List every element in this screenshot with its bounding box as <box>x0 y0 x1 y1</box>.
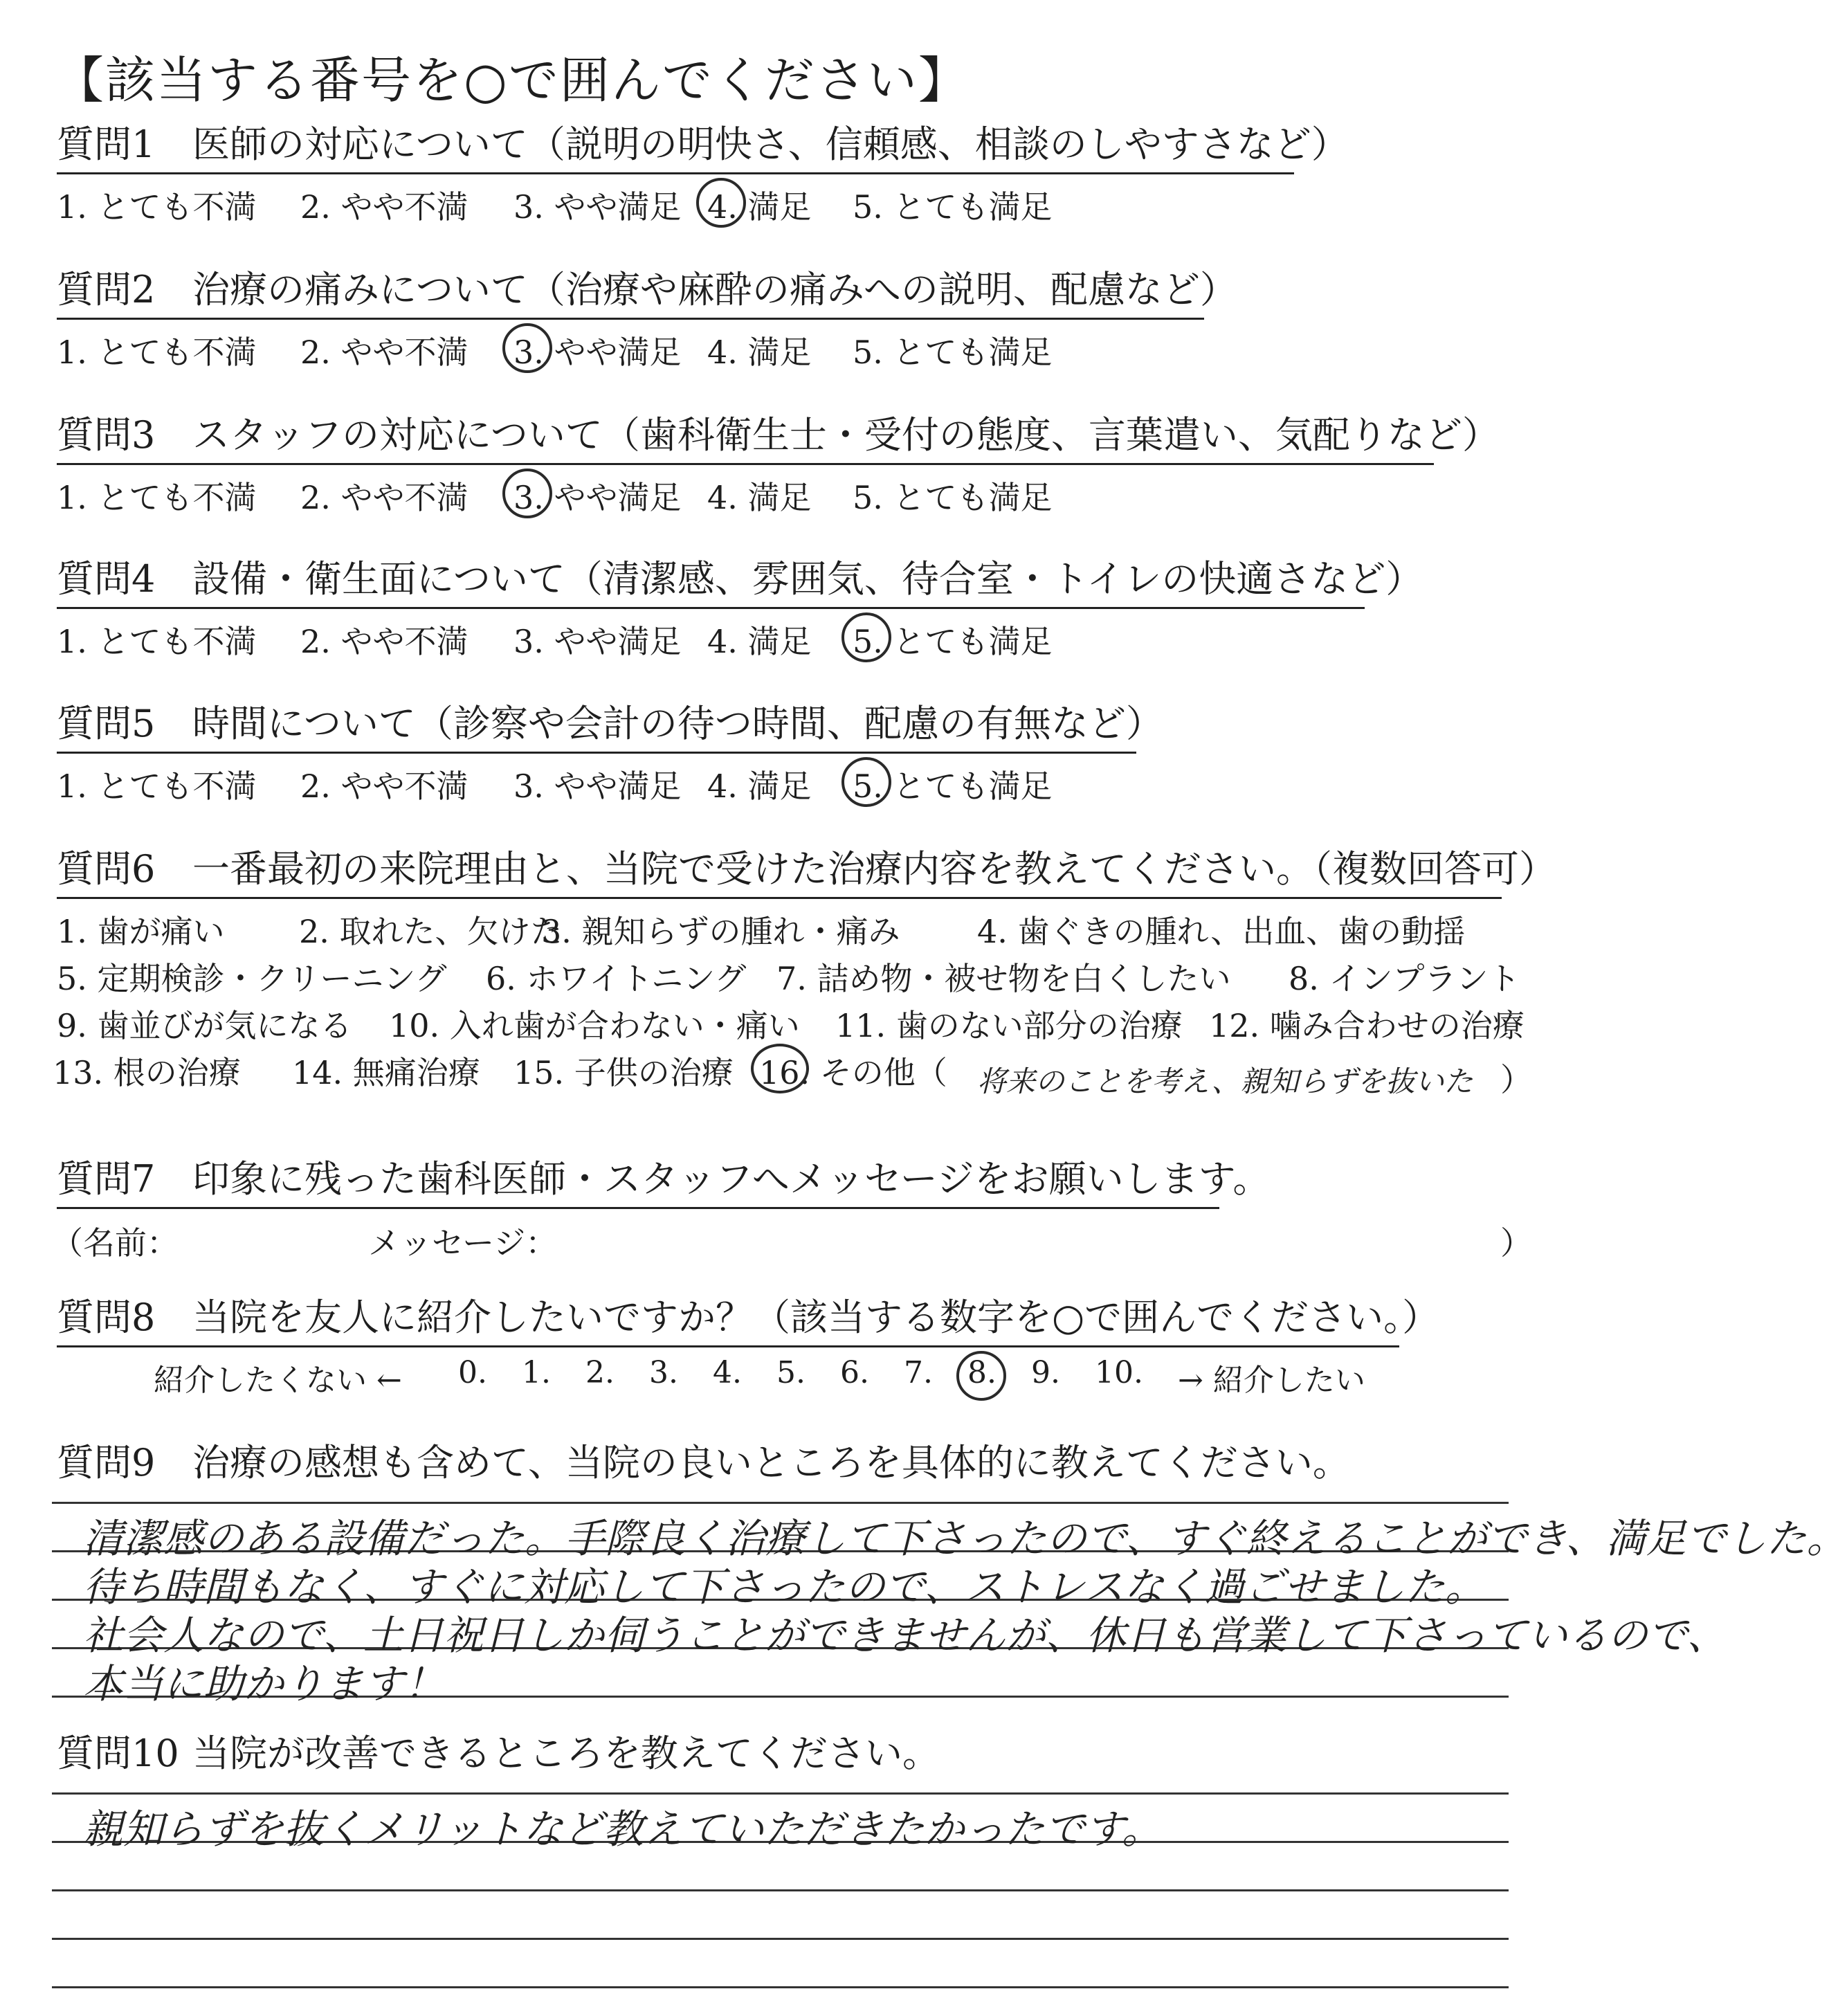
q6-option[interactable] <box>299 907 563 952</box>
option-5[interactable] <box>853 761 1053 807</box>
scale-right-label: → 紹介したい <box>1178 1363 1365 1398</box>
option-label: 1. とても不満 <box>57 623 257 660</box>
option-2[interactable] <box>300 473 468 518</box>
question-label: 質問8 <box>57 1296 156 1339</box>
option-label: 5. とても満足 <box>853 334 1053 371</box>
option-2[interactable] <box>300 761 468 807</box>
option-label: 2. 取れた、欠けた <box>299 913 563 950</box>
question-text: 治療の感想も含めて、当院の良いところを具体的に教えてください。 <box>192 1441 1350 1484</box>
option-label: 5. とても満足 <box>853 623 1053 660</box>
q6-option[interactable] <box>292 1048 480 1093</box>
scale-option[interactable] <box>585 1355 615 1390</box>
option-2[interactable] <box>300 617 468 662</box>
q8-scale <box>57 1355 1538 1404</box>
question-line <box>57 405 1500 465</box>
question-7 <box>51 1149 1538 1262</box>
question-line <box>57 693 1163 754</box>
option-1[interactable] <box>57 327 257 373</box>
option-3[interactable] <box>513 182 682 228</box>
q6-option[interactable] <box>759 1048 947 1093</box>
option-label: 3. やや満足 <box>513 334 682 371</box>
option-5[interactable] <box>853 182 1053 228</box>
option-label: 4. 満足 <box>707 188 812 226</box>
question-5 <box>57 693 1538 805</box>
question-3 <box>57 405 1538 516</box>
close-paren: ） <box>1500 1061 1532 1098</box>
option-label: 13. 根の治療 <box>53 1054 241 1091</box>
option-4[interactable] <box>707 617 812 662</box>
option-label: 3. やや満足 <box>513 479 682 516</box>
option-3[interactable] <box>513 761 682 807</box>
q6-option[interactable] <box>1289 954 1520 999</box>
satisfaction-options <box>57 182 1538 230</box>
q6-row <box>57 1001 1538 1048</box>
option-label: 4. 満足 <box>707 479 812 516</box>
option-label: 3. やや満足 <box>513 188 682 226</box>
option-label: 1. とても不満 <box>57 188 257 226</box>
handwritten-answer: 待ち時間もなく、すぐに対応して下さったので、ストレスなく過ごせました。 <box>83 1563 1485 1610</box>
option-label: 12. 噛み合わせの治療 <box>1209 1007 1525 1044</box>
option-label: 5. <box>776 1355 806 1390</box>
q6-row <box>57 907 1538 954</box>
question-label: 質問2 <box>57 268 156 311</box>
handwritten-answer: 清潔感のある設備だった。手際良く治療して下さったので、すぐ終えることができ、満足でした。 <box>83 1515 1847 1562</box>
option-label: 9. 歯並びが気になる <box>57 1007 352 1044</box>
option-label: 4. 歯ぐきの腫れ、出血、歯の動揺 <box>977 913 1466 950</box>
option-label: 5. とても満足 <box>853 188 1053 226</box>
option-label: 14. 無痛治療 <box>292 1054 480 1091</box>
option-label: 2. やや不満 <box>300 188 468 226</box>
option-label: 5. 定期検診・クリーニング <box>57 960 447 997</box>
question-8 <box>57 1287 1538 1398</box>
handwritten-answer: 本当に助かります！ <box>83 1660 445 1707</box>
selected-circle-mark <box>841 757 891 807</box>
other-answer-text: 将来のことを考え、親知らずを抜いた <box>977 1064 1473 1098</box>
option-2[interactable] <box>300 327 468 373</box>
scale-option[interactable] <box>840 1355 869 1390</box>
question-label: 質問3 <box>57 413 156 457</box>
message-label: メッセージ： <box>368 1224 558 1262</box>
option-label: 2. やや不満 <box>300 768 468 805</box>
option-5[interactable] <box>853 327 1053 373</box>
option-label: 7. <box>904 1355 933 1390</box>
question-line <box>57 549 1423 609</box>
option-label: 5. とても満足 <box>853 768 1053 805</box>
option-label: 16. その他（ <box>759 1054 947 1091</box>
question-label: 質問10 <box>57 1732 179 1775</box>
selected-circle-mark <box>751 1044 809 1093</box>
option-4[interactable] <box>707 473 812 518</box>
option-1[interactable] <box>57 473 257 518</box>
satisfaction-options <box>57 761 1538 810</box>
scale-left-label: 紹介したくない ← <box>154 1363 402 1398</box>
option-label: 3. 親知らずの腫れ・痛み <box>541 913 900 950</box>
scale-option[interactable] <box>1095 1355 1143 1390</box>
question-label: 質問1 <box>57 122 156 166</box>
selected-circle-mark <box>696 178 746 228</box>
scale-option[interactable] <box>967 1355 997 1390</box>
option-1[interactable] <box>57 182 257 228</box>
question-1 <box>57 114 1538 226</box>
option-label: 1. とても不満 <box>57 479 257 516</box>
option-label: 10. 入れ歯が合わない・痛い <box>389 1007 800 1044</box>
option-label: 1. <box>522 1355 551 1390</box>
answer-line <box>52 1792 1509 1795</box>
question-text: 当院が改善できるところを教えてください。 <box>192 1732 940 1775</box>
selected-circle-mark <box>841 612 891 662</box>
option-label: 8. <box>967 1355 997 1390</box>
option-4[interactable] <box>707 327 812 373</box>
option-label: 2. <box>585 1355 615 1390</box>
question-line <box>57 114 1349 174</box>
q6-option[interactable] <box>835 1001 1183 1046</box>
scale-option[interactable] <box>522 1355 551 1390</box>
option-label: 5. とても満足 <box>853 479 1053 516</box>
option-label: 10. <box>1095 1355 1143 1390</box>
option-1[interactable] <box>57 761 257 807</box>
name-label: （名前： <box>51 1224 179 1262</box>
q6-option[interactable] <box>389 1001 800 1046</box>
answer-line <box>52 1502 1509 1504</box>
handwritten-answer: 親知らずを抜くメリットなど教えていただきたかったです。 <box>83 1806 1163 1853</box>
question-text: 当院を友人に紹介したいですか？（該当する数字を○で囲んでください。） <box>192 1296 1440 1339</box>
answer-line <box>52 1889 1509 1891</box>
q6-option[interactable] <box>513 1048 734 1093</box>
question-label: 質問9 <box>57 1441 156 1484</box>
question-2 <box>57 260 1538 371</box>
option-label: 7. 詰め物・被せ物を白くしたい <box>776 960 1231 997</box>
q6-option[interactable] <box>977 907 1465 952</box>
option-label: 1. とても不満 <box>57 768 257 805</box>
selected-circle-mark <box>956 1351 1006 1401</box>
question-text: 一番最初の来院理由と、当院で受けた治療内容を教えてください。（複数回答可） <box>192 847 1556 891</box>
option-1[interactable] <box>57 617 257 662</box>
option-label: 1. とても不満 <box>57 334 257 371</box>
handwritten-answer: 社会人なので、土日祝日しか伺うことができませんが、休日も営業して下さっているので、 <box>83 1612 1727 1659</box>
option-5[interactable] <box>853 473 1053 518</box>
close-paren: ） <box>1500 1224 1532 1262</box>
option-label: 0. <box>458 1355 487 1390</box>
question-label: 質問6 <box>57 847 156 891</box>
option-label: 2. やや不満 <box>300 479 468 516</box>
question-text: 治療の痛みについて（治療や麻酔の痛みへの説明、配慮など） <box>192 268 1237 311</box>
question-text: 時間について（診察や会計の待つ時間、配慮の有無など） <box>192 702 1163 745</box>
option-label: 4. 満足 <box>707 334 812 371</box>
q6-option[interactable] <box>57 907 225 952</box>
option-3[interactable] <box>513 327 682 373</box>
scale-option[interactable] <box>1031 1355 1060 1390</box>
question-label: 質問5 <box>57 702 156 745</box>
option-label: 4. 満足 <box>707 623 812 660</box>
selected-circle-mark <box>502 469 552 518</box>
option-4[interactable] <box>707 182 812 228</box>
option-label: 3. やや満足 <box>513 623 682 660</box>
scale-option[interactable] <box>713 1355 742 1390</box>
page-title: 【該当する番号を○で囲んでください】 <box>54 51 970 109</box>
option-label: 4. <box>713 1355 742 1390</box>
option-label: 3. <box>649 1355 678 1390</box>
option-label: 15. 子供の治療 <box>513 1054 734 1091</box>
satisfaction-options <box>57 617 1538 665</box>
option-label: 1. 歯が痛い <box>57 913 225 950</box>
option-label: 11. 歯のない部分の治療 <box>835 1007 1183 1044</box>
answer-line <box>52 1986 1509 1988</box>
question-text: 医師の対応について（説明の明快さ、信頼感、相談のしやすさなど） <box>192 122 1349 166</box>
option-4[interactable] <box>707 761 812 807</box>
option-label: 2. やや不満 <box>300 334 468 371</box>
option-2[interactable] <box>300 182 468 228</box>
question-line <box>57 260 1237 320</box>
selected-circle-mark <box>502 323 552 373</box>
q6-option[interactable] <box>541 907 900 952</box>
q6-option[interactable] <box>57 1001 352 1046</box>
question-text: スタッフの対応について（歯科衛生士・受付の態度、言葉遣い、気配りなど） <box>192 413 1500 457</box>
option-label: 2. やや不満 <box>300 623 468 660</box>
question-label: 質問7 <box>57 1157 156 1201</box>
satisfaction-options <box>57 327 1538 376</box>
q6-option[interactable] <box>57 954 447 999</box>
option-5[interactable] <box>853 617 1053 662</box>
scale-option[interactable] <box>904 1355 933 1390</box>
question-text: 印象に残った歯科医師・スタッフへメッセージをお願いします。 <box>192 1157 1271 1201</box>
question-10 <box>57 1723 1538 1781</box>
q6-option[interactable] <box>486 954 746 999</box>
scale-option[interactable] <box>776 1355 806 1390</box>
answer-line <box>52 1938 1509 1940</box>
q6-option[interactable] <box>1209 1001 1525 1046</box>
option-3[interactable] <box>513 617 682 662</box>
option-label: 9. <box>1031 1355 1060 1390</box>
question-label: 質問4 <box>57 557 156 601</box>
scale-option[interactable] <box>649 1355 678 1390</box>
question-9 <box>57 1433 1538 1491</box>
option-label: 3. やや満足 <box>513 768 682 805</box>
satisfaction-options <box>57 473 1538 521</box>
question-6 <box>53 839 1556 1098</box>
question-4 <box>57 549 1538 660</box>
option-3[interactable] <box>513 473 682 518</box>
option-label: 4. 満足 <box>707 768 812 805</box>
q6-option[interactable] <box>53 1048 241 1093</box>
option-label: 6. <box>840 1355 869 1390</box>
question-text: 設備・衛生面について（清潔感、雰囲気、待合室・トイレの快適さなど） <box>192 557 1423 601</box>
option-label: 8. インプラント <box>1289 960 1520 997</box>
option-label: 6. ホワイトニング <box>486 960 747 997</box>
scale-option[interactable] <box>458 1355 487 1390</box>
q6-option[interactable] <box>776 954 1231 999</box>
q6-row <box>57 954 1538 1001</box>
